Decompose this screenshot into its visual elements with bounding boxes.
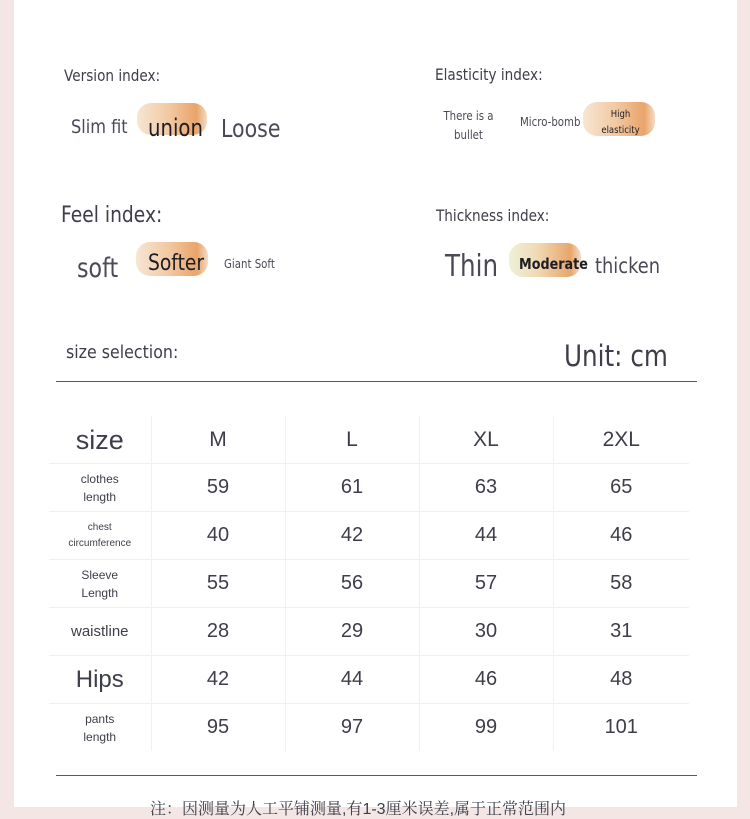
table-cell: 63 — [419, 464, 553, 512]
size-header-l: L — [285, 416, 419, 464]
feel-option-giant-soft: Giant Soft — [224, 257, 275, 271]
row-label-clothes-length: clothes length — [49, 464, 151, 512]
table-cell: 99 — [419, 704, 553, 752]
table-cell: 46 — [419, 656, 553, 704]
thickness-index-title: Thickness index: — [436, 206, 550, 225]
table-row — [49, 704, 689, 752]
thickness-option-thin: Thin — [445, 249, 499, 284]
table-row — [49, 512, 689, 560]
table-cell: 40 — [151, 512, 285, 560]
footer-note: 注：因测量为人工平铺测量,有1-3厘米误差,属于正常范围内 — [150, 801, 567, 818]
size-header-2xl: 2XL — [553, 416, 689, 464]
table-cell: 97 — [285, 704, 419, 752]
elasticity-option-high: High elasticity — [601, 109, 640, 136]
size-table — [49, 416, 689, 751]
table-cell: 56 — [285, 560, 419, 608]
feel-option-softer: Softer — [148, 251, 205, 276]
row-label-pants-length: pants length — [49, 704, 151, 752]
version-index-title: Version index: — [64, 66, 161, 85]
top-divider — [56, 381, 697, 382]
version-option-union: union — [148, 114, 203, 142]
size-chart-card — [14, 0, 737, 818]
size-corner-label: size — [49, 416, 151, 464]
table-cell: 31 — [553, 608, 689, 656]
version-option-loose: Loose — [221, 114, 281, 143]
table-row — [49, 464, 689, 512]
version-option-slim-fit: Slim fit — [71, 116, 128, 138]
table-cell: 42 — [151, 656, 285, 704]
bottom-divider — [56, 775, 697, 776]
table-row — [49, 656, 689, 704]
table-cell: 61 — [285, 464, 419, 512]
table-cell: 29 — [285, 608, 419, 656]
table-cell: 95 — [151, 704, 285, 752]
table-cell: 59 — [151, 464, 285, 512]
table-row — [49, 560, 689, 608]
table-cell: 57 — [419, 560, 553, 608]
size-selection-title: size selection: — [66, 342, 179, 363]
table-row — [49, 608, 689, 656]
row-label-sleeve: Sleeve Length — [49, 560, 151, 608]
row-label-waistline: waistline — [49, 608, 151, 656]
table-cell: 44 — [419, 512, 553, 560]
size-header-m: M — [151, 416, 285, 464]
elasticity-index-title: Elasticity index: — [435, 65, 543, 84]
table-cell: 65 — [553, 464, 689, 512]
thickness-option-thicken: thicken — [595, 254, 661, 278]
table-cell: 42 — [285, 512, 419, 560]
table-cell: 101 — [604, 716, 638, 738]
table-cell: 58 — [553, 560, 689, 608]
table-cell: 28 — [151, 608, 285, 656]
table-cell: 30 — [419, 608, 553, 656]
table-cell: 44 — [285, 656, 419, 704]
size-header-xl: XL — [419, 416, 553, 464]
elasticity-option-micro-bomb: Micro-bomb — [520, 115, 581, 129]
table-cell: 48 — [553, 656, 689, 704]
table-header-row — [49, 416, 689, 464]
elasticity-option-bullet: There is a bullet — [443, 109, 494, 142]
table-cell: 55 — [151, 560, 285, 608]
row-label-chest: chest circumference — [49, 512, 151, 560]
table-cell: 46 — [553, 512, 689, 560]
feel-index-title: Feel index: — [61, 203, 163, 228]
unit-label: Unit: cm — [564, 339, 668, 373]
thickness-option-moderate: Moderate — [519, 255, 588, 273]
row-label-hips: Hips — [49, 656, 151, 704]
feel-option-soft: soft — [77, 253, 119, 284]
